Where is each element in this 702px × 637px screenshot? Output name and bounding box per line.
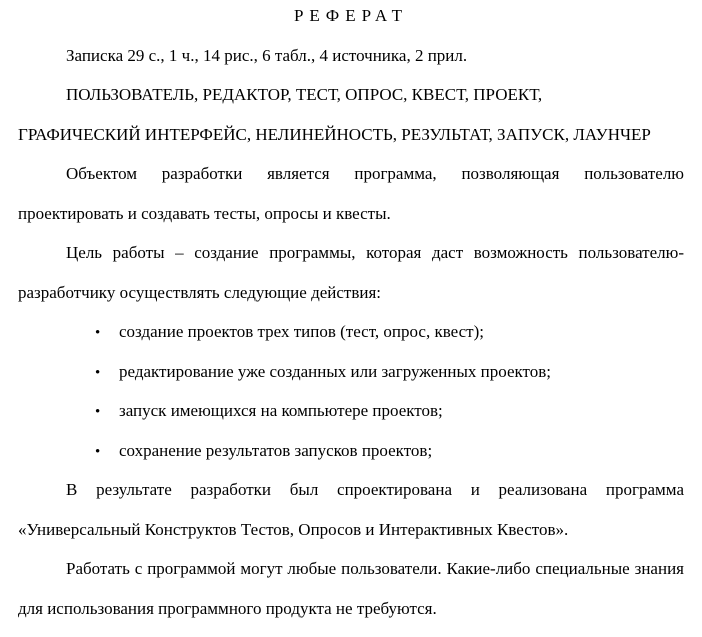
bullet-item-text: редактирование уже созданных или загруженных проектов; [119,361,552,381]
bullet-item-text: запуск имеющихся на компьютере проектов; [119,401,443,420]
summary-line: Записка 29 с., 1 ч., 14 рис., 6 табл., 4 источника, 2 прил. [66,45,468,65]
object-paragraph-line-2: проектировать и создавать тесты, опросы и квесты. [18,203,391,223]
bullet-item [18,312,684,352]
result-paragraph-line-2: «Универсальный Конструктов Тестов, Опросов и Интерактивных Квестов». [18,519,569,539]
bullet-item [18,431,684,471]
goal-paragraph-line-1: Цель работы – создание программы, которая даст возможность пользователю- [66,243,684,262]
bullet-icon: • [95,443,101,460]
bullet-icon: • [95,404,101,420]
bullet-icon: • [95,364,101,381]
bullet-item [18,352,684,392]
document-title: РЕФЕРАТ [293,6,409,25]
keywords-line-2: ГРАФИЧЕСКИЙ ИНТЕРФЕЙС, НЕЛИНЕЙНОСТЬ, РЕЗУЛЬТАТ, ЗАПУСК, ЛАУНЧЕР [18,124,651,144]
result-paragraph-line-1: В результате разработки был спроектирована и реализована программа [66,480,684,499]
bullet-item-text: создание проектов трех типов (тест, опрос, квест); [119,322,484,341]
bullet-item-text: сохранение результатов запусков проектов; [119,440,433,460]
bullet-item [18,391,684,431]
keywords-line-1: ПОЛЬЗОВАТЕЛЬ, РЕДАКТОР, ТЕСТ, ОПРОС, КВЕСТ, ПРОЕКТ, [66,85,543,104]
goal-paragraph-line-2: разработчику осуществлять следующие действия: [18,282,382,302]
bullet-icon: • [95,325,101,341]
object-paragraph-line-1: Объектом разработки является программа, позволяющая пользователю [66,164,684,183]
audience-paragraph-line-1: Работать с программой могут любые пользователи. Какие-либо специальные знания [66,559,684,578]
audience-paragraph-line-2: для использования программного продукта не требуются. [18,598,437,618]
